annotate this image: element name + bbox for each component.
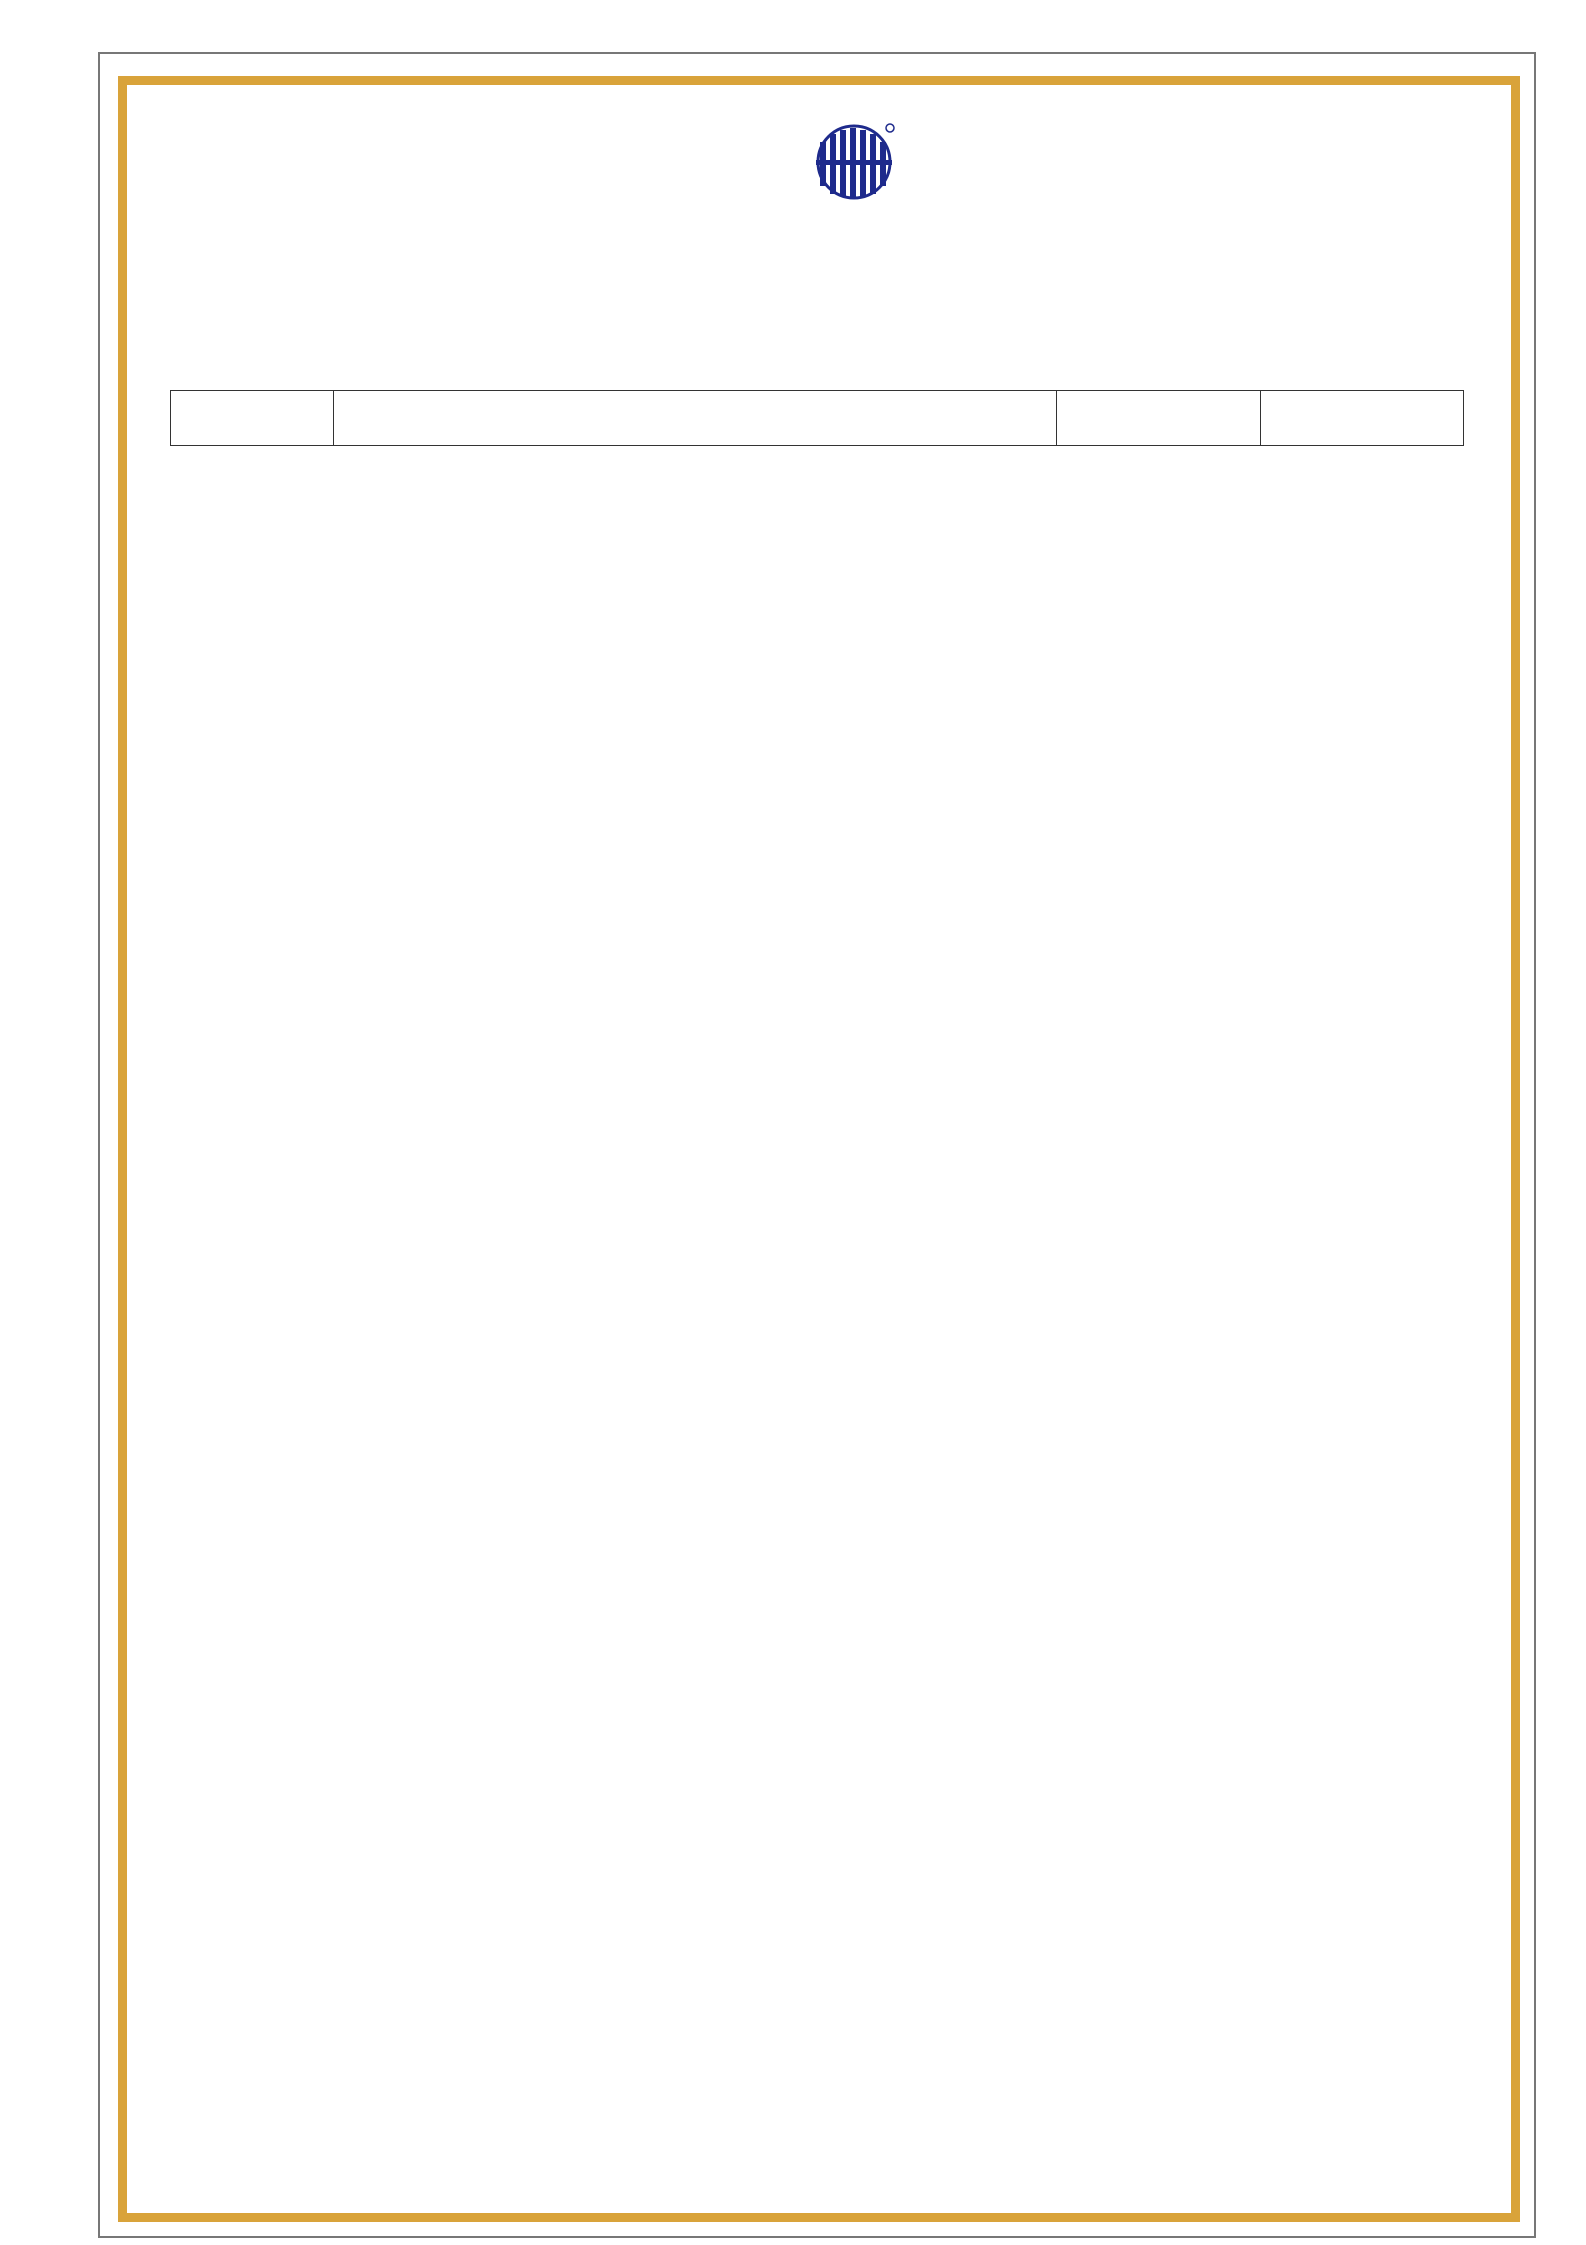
header-stage — [171, 391, 334, 446]
globe-icon — [812, 122, 896, 202]
notes-list — [190, 1948, 218, 2140]
note-item — [190, 1996, 218, 2044]
header-date — [1056, 391, 1261, 446]
header-content — [333, 391, 1056, 446]
schedule-table — [170, 390, 1464, 446]
note-item — [190, 2092, 218, 2140]
lmi-logo — [700, 108, 900, 228]
note-item — [190, 2044, 218, 2092]
note-item — [190, 1948, 218, 1996]
header-time — [1261, 391, 1464, 446]
table-header-row — [171, 391, 1464, 446]
